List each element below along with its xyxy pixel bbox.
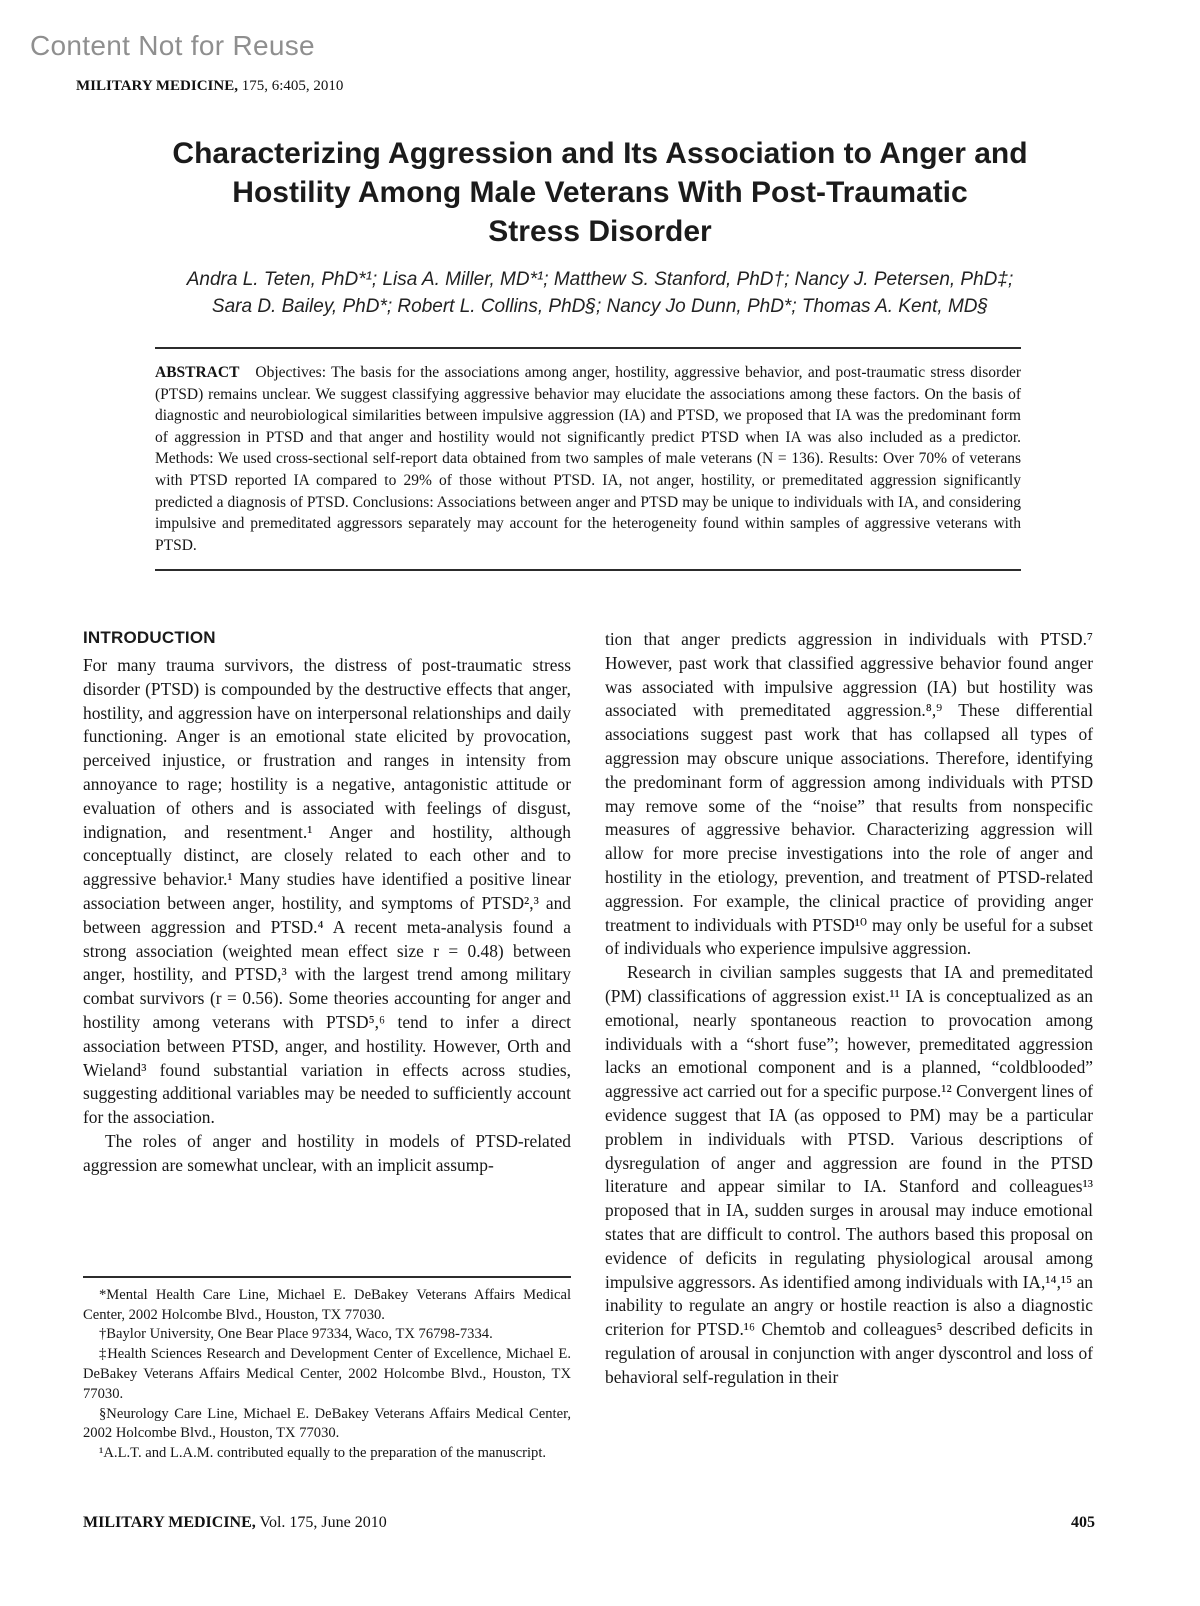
- authors-line-2: Sara D. Bailey, PhD*; Robert L. Collins, PhD§; Nancy Jo Dunn, PhD*; Thomas A. Kent, MD§: [211, 296, 989, 317]
- left-column: [83, 628, 571, 1464]
- journal-citation: [76, 78, 343, 95]
- footnote-affiliation-4: §Neurology Care Line, Michael E. DeBakey Veterans Affairs Medical Center, 2002 Holcombe Blvd., Houston, TX 77030.: [83, 1405, 571, 1442]
- body-paragraph: tion that anger predicts aggression in individuals with PTSD.⁷ However, past work that classified aggressive behavior found anger was associated with impulsive aggression (IA) but hostility was associated with premeditated aggression.⁸,⁹ These differential associations suggest past work that has collapsed all types of aggression may obscure unique associations. Therefore, identifying the predominant form of aggression among individuals with PTSD may remove some of the “noise” that results from nonspecific measures of aggressive behavior. Characterizing aggression will allow for more precise investigations into the role of anger and hostility in the etiology, prevention, and treatment of PTSD-related aggression. For example, the clinical practice of providing anger treatment to individuals with PTSD¹⁰ may only be useful for a subset of individuals who experience impulsive aggression.: [605, 629, 1093, 959]
- abstract-bottom-rule: [155, 569, 1021, 571]
- abstract-section: [155, 347, 1021, 571]
- article-title: [0, 134, 1200, 251]
- body-paragraph: The roles of anger and hostility in models of PTSD-related aggression are somewhat unclear, with an implicit assump-: [83, 1130, 571, 1175]
- abstract-paragraph: [155, 362, 1021, 556]
- right-column: [605, 628, 1093, 1464]
- footnote-affiliation-1: *Mental Health Care Line, Michael E. DeBakey Veterans Affairs Medical Center, 2002 Holcombe Blvd., Houston, TX 77030.: [83, 1286, 571, 1323]
- body-paragraph: Research in civilian samples suggests that IA and premeditated (PM) classifications of aggression exist.¹¹ IA is conceptualized as an emotional, nearly spontaneous reaction to provocation among individuals with a “short fuse”; however, premeditated aggression lacks an emotional component and is a planned, “coldblooded” aggressive act carried out for a specific purpose.¹² Convergent lines of evidence suggest that IA (as opposed to PM) may be a particular problem in individuals with PTSD. Various descriptions of dysregulation of anger and aggression are found in the PTSD literature and appear similar to IA. Stanford and colleagues¹³ proposed that in IA, sudden surges in arousal may induce emotional states that are difficult to control. The authors based this proposal on evidence of deficits in regulating physiological arousal among impulsive aggressors. As identified among individuals with IA,¹⁴,¹⁵ an inability to regulate an angry or hostile reaction is also a diagnostic criterion for PTSD.¹⁶ Chemtob and colleagues⁵ described deficits in regulation of arousal in conjunction with anger dyscontrol and loss of behavioral self-regulation in their: [605, 962, 1093, 1387]
- footnote-rule: [83, 1276, 571, 1278]
- section-heading-introduction: INTRODUCTION: [83, 628, 216, 647]
- abstract-label: ABSTRACT: [155, 364, 240, 381]
- authors-block: [0, 266, 1200, 320]
- footer-journal-name: MILITARY MEDICINE,: [83, 1514, 256, 1531]
- abstract-body-text: Objectives: The basis for the associations among anger, hostility, aggressive behavior, and post-traumatic stress disorder (PTSD) remains unclear. We suggest classifying aggressive behavior may elucidate the associations among these factors. On the basis of diagnostic and neurobiological similarities between impulsive aggression (IA) and PTSD, we proposed that IA was the predominant form of aggression in PTSD and that anger and hostility would not significantly predict PTSD when IA was also included as a predictor. Methods: We used cross-sectional self-report data obtained from two samples of male veterans (N = 136). Results: Over 70% of veterans with PTSD reported IA compared to 29% of those without PTSD. IA, not anger, hostility, or premeditated aggression significantly predicted a diagnosis of PTSD. Conclusions: Associations between anger and PTSD may be unique to individuals with IA, and considering impulsive and premeditated aggressors separately may account for the heterogeneity found within samples of aggressive veterans with PTSD.: [155, 364, 1021, 554]
- title-line-2: Hostility Among Male Veterans With Post-Traumatic: [232, 176, 968, 209]
- page-footer: [83, 1514, 1095, 1532]
- title-line-3: Stress Disorder: [488, 215, 712, 248]
- footnotes-block: [83, 1276, 571, 1464]
- footer-issue: Vol. 175, June 2010: [255, 1514, 387, 1531]
- footnote-contribution-note: ¹A.L.T. and L.A.M. contributed equally to the preparation of the manuscript.: [99, 1445, 547, 1462]
- abstract-top-rule: [155, 347, 1021, 349]
- watermark-text: Content Not for Reuse: [30, 30, 315, 61]
- footer-citation: [83, 1514, 387, 1532]
- footnote-affiliation-2: †Baylor University, One Bear Place 97334, Waco, TX 76798-7334.: [99, 1326, 493, 1343]
- body-paragraph: For many trauma survivors, the distress of post-traumatic stress disorder (PTSD) is compounded by the destructive effects that anger, hostility, and aggression have on interpersonal relationships and daily functioning. Anger is an emotional state elicited by provocation, perceived injustice, or frustration and ranges in intensity from annoyance to rage; hostility is a negative, antagonistic attitude or evaluation of others and is associated with feelings of disgust, indignation, and resentment.¹ Anger and hostility, although conceptually distinct, are closely related to each other and to aggressive behavior.¹ Many studies have identified a positive linear association between anger, hostility, and symptoms of PTSD²,³ and between aggression and PTSD.⁴ A recent meta-analysis found a strong association (weighted mean effect size r = 0.48) between anger, hostility, and PTSD,³ with the largest trend among military combat survivors (r = 0.56). Some theories accounting for anger and hostility among veterans with PTSD⁵,⁶ tend to infer a direct association between PTSD, anger, and hostility. However, Orth and Wieland³ found substantial variation in effects across studies, suggesting additional variables may be needed to sufficiently account for the association.: [83, 655, 571, 1128]
- footnote-affiliation-3: ‡Health Sciences Research and Development Center of Excellence, Michael E. DeBakey Veterans Affairs Medical Center, 2002 Holcombe Blvd., Houston, TX 77030.: [83, 1346, 571, 1402]
- two-column-body: [83, 628, 1093, 1464]
- authors-line-1: Andra L. Teten, PhD*¹; Lisa A. Miller, MD*¹; Matthew S. Stanford, PhD†; Nancy J. Petersen, PhD‡;: [186, 269, 1014, 290]
- title-line-1: Characterizing Aggression and Its Association to Anger and: [172, 137, 1028, 170]
- citation-detail: 175, 6:405, 2010: [237, 78, 344, 94]
- page-number: 405: [1071, 1514, 1095, 1531]
- journal-name: MILITARY MEDICINE,: [76, 78, 238, 94]
